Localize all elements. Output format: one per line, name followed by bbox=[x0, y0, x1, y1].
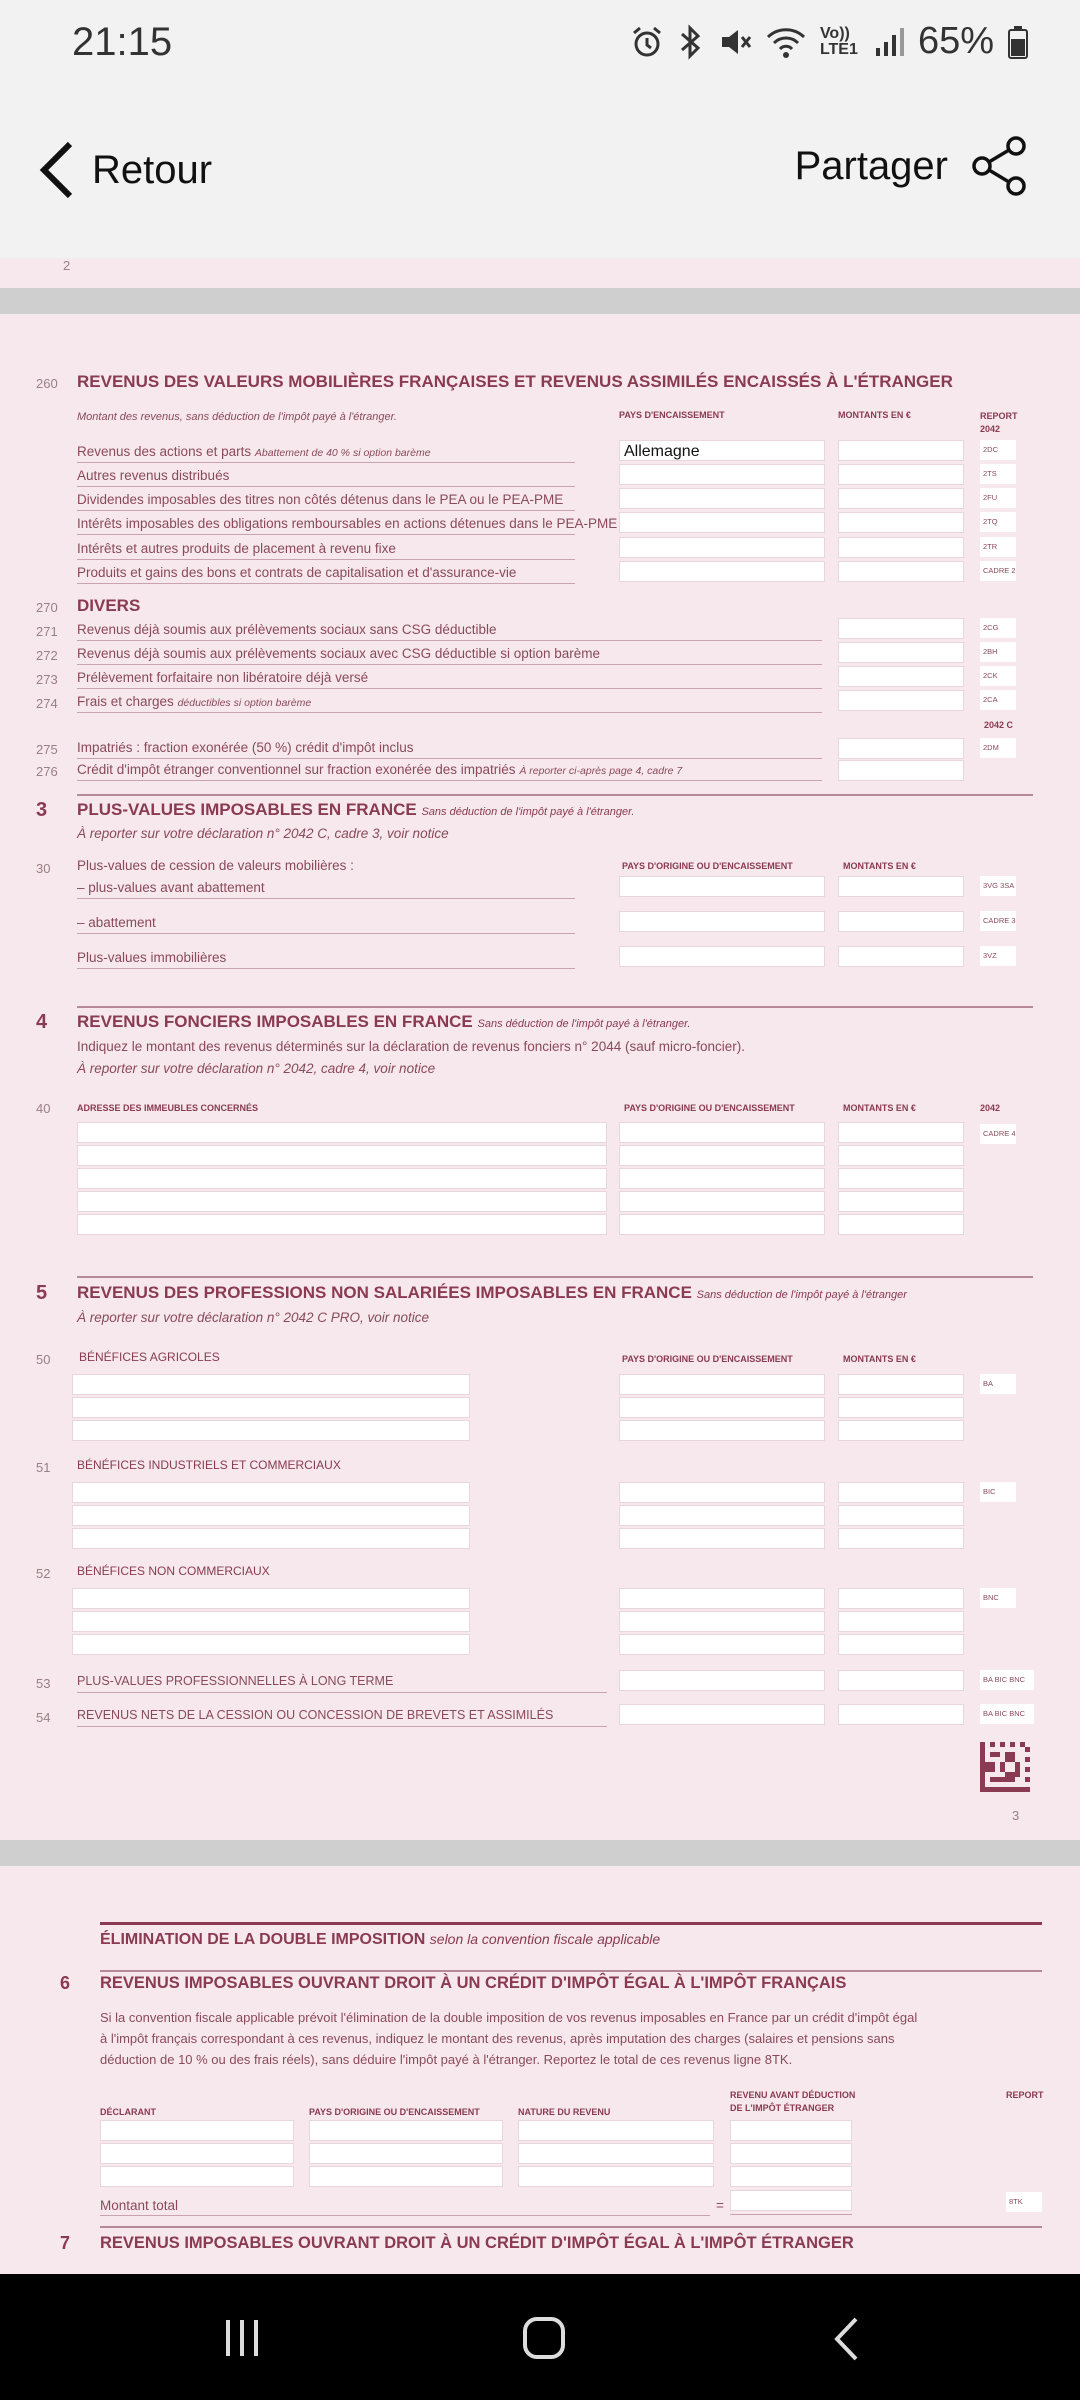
amount-field[interactable] bbox=[838, 911, 964, 932]
revenu-field[interactable] bbox=[730, 2120, 852, 2141]
address-field[interactable] bbox=[77, 1122, 607, 1143]
row-label: Intérêts et autres produits de placement à revenu fixe bbox=[77, 541, 396, 556]
pays-field[interactable] bbox=[619, 946, 825, 967]
amount-field[interactable] bbox=[838, 1145, 964, 1166]
row-label: Dividendes imposables des titres non côtés détenus dans le PEA ou le PEA-PME bbox=[77, 492, 564, 507]
address-field[interactable] bbox=[77, 1191, 607, 1212]
report-code: 8TK bbox=[1006, 2192, 1042, 2212]
amount-field[interactable] bbox=[838, 464, 964, 485]
report-code: 3VZ bbox=[980, 946, 1016, 966]
section-title: REVENUS DES VALEURS MOBILIÈRES FRANÇAISES ET REVENUS ASSIMILÉS ENCAISSÉS À L'ÉTRANGER bbox=[77, 372, 953, 391]
share-icon bbox=[970, 136, 1030, 196]
amount-field[interactable] bbox=[838, 1670, 964, 1691]
amount-field[interactable] bbox=[838, 876, 964, 897]
report-code: 2TS bbox=[980, 464, 1016, 484]
pays-field[interactable] bbox=[619, 1528, 825, 1549]
col-header-nature: NATURE DU REVENU bbox=[518, 2107, 611, 2117]
report-code: BA bbox=[980, 1374, 1016, 1394]
section-text: Si la convention fiscale applicable prévoit l'élimination de la double imposition de vos revenus imposables en France par un crédit d'impôt égal bbox=[100, 2010, 918, 2025]
total-label: Montant total bbox=[100, 2198, 179, 2213]
back-button[interactable] bbox=[36, 138, 212, 202]
row-label: Autres revenus distribués bbox=[77, 468, 230, 483]
report-code: 3VG 3SA bbox=[980, 876, 1016, 896]
pays-field[interactable] bbox=[619, 1670, 825, 1691]
amount-field[interactable] bbox=[838, 946, 964, 967]
row-label: Prélèvement forfaitaire non libératoire déjà versé bbox=[77, 670, 369, 685]
row-underline bbox=[77, 780, 822, 781]
status-icons bbox=[630, 20, 1028, 63]
amount-field[interactable] bbox=[838, 537, 964, 558]
row-number: 40 bbox=[36, 1101, 51, 1116]
row-number: 54 bbox=[36, 1710, 51, 1725]
description-field[interactable] bbox=[72, 1397, 470, 1418]
col-header-montants: MONTANTS EN € bbox=[843, 1354, 916, 1364]
pays-field[interactable] bbox=[619, 1634, 825, 1655]
section-number: 7 bbox=[60, 2233, 71, 2253]
row-label: Crédit d'impôt étranger conventionnel sur fraction exonérée des impatriés À reporter ci-après page 4, cadre 7 bbox=[77, 762, 683, 777]
banner-top-rule bbox=[100, 1922, 1042, 1925]
row-underline bbox=[77, 688, 822, 689]
col-header-montants: MONTANTS EN € bbox=[838, 410, 911, 420]
col-header-revenu: REVENU AVANT DÉDUCTION bbox=[730, 2090, 856, 2100]
section-title: REVENUS DES PROFESSIONS NON SALARIÉES IMPOSABLES EN FRANCE Sans déduction de l'impôt payé à l'étranger bbox=[77, 1283, 907, 1302]
pays-field[interactable] bbox=[619, 1374, 825, 1395]
amount-field[interactable] bbox=[838, 1397, 964, 1418]
row-underline bbox=[77, 664, 822, 665]
description-field[interactable] bbox=[72, 1588, 470, 1609]
col-header-montants: MONTANTS EN € bbox=[843, 861, 916, 871]
col-header-report: 2042 bbox=[980, 1103, 1001, 1113]
group-label: BÉNÉFICES AGRICOLES bbox=[79, 1350, 220, 1364]
report-code: CADRE 3 bbox=[980, 911, 1016, 931]
report-code: 2BH bbox=[980, 642, 1016, 662]
pays-field[interactable] bbox=[619, 876, 825, 897]
nature-field[interactable] bbox=[518, 2143, 714, 2164]
row-label: Revenus des actions et parts Abattement de 40 % si option barème bbox=[77, 444, 431, 459]
report-code: 2TQ bbox=[980, 512, 1016, 532]
equals-sign: = bbox=[716, 2198, 724, 2213]
document-viewer[interactable] bbox=[0, 258, 1080, 2274]
amount-field[interactable] bbox=[838, 1482, 964, 1503]
status-bar bbox=[0, 0, 1080, 88]
description-field[interactable] bbox=[72, 1505, 470, 1526]
row-underline bbox=[77, 583, 575, 584]
section-divider bbox=[77, 1276, 1033, 1278]
col-header-report: REPORT bbox=[1006, 2090, 1044, 2100]
report-code: BNC bbox=[980, 1588, 1016, 1608]
app-bar bbox=[0, 88, 1080, 258]
battery-percent: 65% bbox=[917, 20, 994, 62]
row-number: 273 bbox=[36, 672, 58, 687]
row-label: – abattement bbox=[77, 915, 156, 930]
datamatrix-code bbox=[980, 1742, 1030, 1792]
description-field[interactable] bbox=[72, 1374, 470, 1395]
row-label: Frais et charges déductibles si option barème bbox=[77, 694, 312, 709]
col-header-pays: PAYS D'ENCAISSEMENT bbox=[619, 410, 725, 420]
report-code: BIC bbox=[980, 1482, 1016, 1502]
row-number: 271 bbox=[36, 624, 58, 639]
wifi-icon bbox=[766, 25, 806, 59]
row-number: 30 bbox=[36, 861, 51, 876]
row-underline bbox=[77, 462, 575, 463]
status-time: 21:15 bbox=[72, 20, 173, 64]
section-text: déduction de 10 % ou des frais réels), sans déduire l'impôt payé à l'étranger. Reportez le total de ces revenus ligne 8TK. bbox=[100, 2052, 793, 2067]
pays-field[interactable] bbox=[309, 2166, 503, 2187]
pays-field[interactable] bbox=[619, 1588, 825, 1609]
row-label: Revenus déjà soumis aux prélèvements sociaux avec CSG déductible si option barème bbox=[77, 646, 601, 661]
pays-field[interactable] bbox=[619, 488, 825, 509]
report-code: CADRE 2 bbox=[980, 561, 1016, 581]
battery-icon bbox=[1008, 25, 1028, 59]
nature-field[interactable] bbox=[518, 2120, 714, 2141]
section-subtitle: À reporter sur votre déclaration n° 2042 C, cadre 3, voir notice bbox=[77, 826, 449, 841]
col-header-pays: PAYS D'ORIGINE OU D'ENCAISSEMENT bbox=[622, 861, 793, 871]
banner-bottom-rule bbox=[100, 1970, 1042, 1972]
section-divider bbox=[100, 2226, 1042, 2228]
row-underline bbox=[77, 898, 575, 899]
pays-field[interactable] bbox=[619, 537, 825, 558]
group-label: BÉNÉFICES INDUSTRIELS ET COMMERCIAUX bbox=[77, 1458, 341, 1472]
section-title: REVENUS IMPOSABLES OUVRANT DROIT À UN CRÉDIT D'IMPÔT ÉGAL À L'IMPÔT ÉTRANGER bbox=[100, 2234, 854, 2252]
description-field[interactable] bbox=[72, 1420, 470, 1441]
section-title: DIVERS bbox=[77, 596, 141, 615]
section-divider bbox=[77, 1006, 1033, 1008]
row-label: Revenus déjà soumis aux prélèvements sociaux sans CSG déductible bbox=[77, 622, 497, 637]
section-number: 6 bbox=[60, 1973, 71, 1993]
pays-field[interactable] bbox=[619, 1191, 825, 1212]
row-underline bbox=[77, 510, 575, 511]
pays-field[interactable] bbox=[619, 1505, 825, 1526]
amount-field[interactable] bbox=[838, 488, 964, 509]
row-number: 276 bbox=[36, 764, 58, 779]
declarant-field[interactable] bbox=[100, 2120, 294, 2141]
report-code: 2CG bbox=[980, 618, 1016, 638]
alarm-icon bbox=[630, 25, 664, 59]
report-code: 2CA bbox=[980, 690, 1016, 710]
row-underline bbox=[77, 1692, 607, 1693]
section-subtitle: Montant des revenus, sans déduction de l'impôt payé à l'étranger. bbox=[77, 411, 397, 423]
row-underline bbox=[77, 933, 575, 934]
row-underline bbox=[77, 559, 575, 560]
amount-field[interactable] bbox=[838, 1704, 964, 1725]
amount-field[interactable] bbox=[838, 1374, 964, 1395]
report-code: BA BIC BNC bbox=[980, 1670, 1034, 1690]
amount-field[interactable] bbox=[838, 618, 964, 639]
col-header-pays: PAYS D'ORIGINE OU D'ENCAISSEMENT bbox=[309, 2107, 480, 2117]
pays-field[interactable] bbox=[619, 1168, 825, 1189]
pays-field[interactable] bbox=[619, 1397, 825, 1418]
row-number: 275 bbox=[36, 742, 58, 757]
amount-field[interactable] bbox=[838, 690, 964, 711]
back-label: Retour bbox=[92, 147, 213, 192]
row-label: Intérêts imposables des obligations remboursables en actions détenues dans le PEA-PME bbox=[77, 516, 618, 531]
section-subtitle: À reporter sur votre déclaration n° 2042, cadre 4, voir notice bbox=[77, 1061, 436, 1076]
amount-field[interactable] bbox=[838, 440, 964, 461]
amount-field[interactable] bbox=[838, 1122, 964, 1143]
amount-field[interactable] bbox=[838, 561, 964, 582]
row-label: Plus-values immobilières bbox=[77, 950, 227, 965]
report-code: 2TR bbox=[980, 537, 1016, 557]
row-underline bbox=[77, 534, 575, 535]
report-code: BA BIC BNC bbox=[980, 1704, 1034, 1724]
address-field[interactable] bbox=[77, 1168, 607, 1189]
section-subtitle: À reporter sur votre déclaration n° 2042 C PRO, voir notice bbox=[77, 1310, 430, 1325]
col-header-declarant: DÉCLARANT bbox=[100, 2107, 156, 2117]
amount-field[interactable] bbox=[838, 1611, 964, 1632]
row-underline bbox=[77, 640, 822, 641]
amount-field[interactable] bbox=[838, 1588, 964, 1609]
section-text: Indiquez le montant des revenus déterminés sur la déclaration de revenus fonciers n° 2044 (sauf micro-foncier). bbox=[77, 1039, 745, 1054]
amount-field[interactable] bbox=[838, 1191, 964, 1212]
row-underline bbox=[77, 968, 575, 969]
row-underline bbox=[77, 486, 575, 487]
declarant-field[interactable] bbox=[100, 2143, 294, 2164]
mute-icon bbox=[718, 25, 752, 59]
col-header-revenu: DE L'IMPÔT ÉTRANGER bbox=[730, 2103, 835, 2113]
pays-field[interactable] bbox=[619, 1214, 825, 1235]
col-header-pays: PAYS D'ORIGINE OU D'ENCAISSEMENT bbox=[622, 1354, 793, 1364]
pays-field[interactable] bbox=[619, 561, 825, 582]
home-icon[interactable] bbox=[522, 2316, 566, 2360]
nature-field[interactable] bbox=[518, 2166, 714, 2187]
amount-field[interactable] bbox=[838, 1634, 964, 1655]
row-underline bbox=[77, 758, 822, 759]
page-number: 3 bbox=[1012, 1808, 1020, 1823]
description-field[interactable] bbox=[72, 1482, 470, 1503]
bluetooth-icon bbox=[678, 24, 704, 60]
section-text: à l'impôt français correspondant à ces revenus, indiquez le montant des revenus, après imputation des charges (salaires et pensions sans bbox=[100, 2031, 895, 2046]
back-nav-icon[interactable] bbox=[832, 2316, 862, 2362]
report-code: 2FU bbox=[980, 488, 1016, 508]
share-label: Partager bbox=[794, 143, 948, 188]
pays-field[interactable] bbox=[309, 2120, 503, 2141]
pays-field[interactable] bbox=[619, 1611, 825, 1632]
pays-field[interactable] bbox=[619, 911, 825, 932]
section-number: 5 bbox=[36, 1282, 48, 1304]
description-field[interactable] bbox=[72, 1611, 470, 1632]
amount-field[interactable] bbox=[838, 1168, 964, 1189]
row-number: 52 bbox=[36, 1566, 51, 1581]
section-number: 3 bbox=[36, 799, 48, 821]
amount-field[interactable] bbox=[838, 666, 964, 687]
row-label: Impatriés : fraction exonérée (50 %) crédit d'impôt inclus bbox=[77, 740, 414, 755]
row-number: 270 bbox=[36, 600, 58, 615]
pays-field[interactable] bbox=[619, 1122, 825, 1143]
revenu-field[interactable] bbox=[730, 2166, 852, 2187]
group-label: BÉNÉFICES NON COMMERCIAUX bbox=[77, 1564, 270, 1578]
report-code: 2CK bbox=[980, 666, 1016, 686]
share-button[interactable] bbox=[795, 136, 1030, 196]
address-field[interactable] bbox=[77, 1145, 607, 1166]
row-label: – plus-values avant abattement bbox=[77, 880, 265, 895]
section-title: REVENUS IMPOSABLES OUVRANT DROIT À UN CRÉDIT D'IMPÔT ÉGAL À L'IMPÔT FRANÇAIS bbox=[100, 1974, 847, 1992]
row-intro: Plus-values de cession de valeurs mobilières : bbox=[77, 858, 354, 873]
pays-field[interactable] bbox=[619, 1145, 825, 1166]
report-code: CADRE 4 bbox=[980, 1124, 1016, 1144]
row-label: PLUS-VALUES PROFESSIONNELLES À LONG TERME bbox=[77, 1674, 394, 1688]
row-underline bbox=[77, 1726, 607, 1727]
section-title: PLUS-VALUES IMPOSABLES EN FRANCE Sans déduction de l'impôt payé à l'étranger. bbox=[77, 800, 635, 819]
amount-field[interactable] bbox=[838, 1214, 964, 1235]
description-field[interactable] bbox=[72, 1528, 470, 1549]
pays-value: Allemagne bbox=[624, 443, 700, 460]
page-number: 2 bbox=[63, 258, 71, 273]
page-separator bbox=[0, 1840, 1080, 1866]
section-title: REVENUS FONCIERS IMPOSABLES EN FRANCE Sans déduction de l'impôt payé à l'étranger. bbox=[77, 1012, 691, 1031]
row-number: 272 bbox=[36, 648, 58, 663]
report-code: 2DM bbox=[980, 738, 1016, 758]
amount-field[interactable] bbox=[838, 512, 964, 533]
col-header-pays: PAYS D'ORIGINE OU D'ENCAISSEMENT bbox=[624, 1103, 795, 1113]
network-label: Vo)) LTE1 bbox=[819, 24, 858, 58]
col-header-montants: MONTANTS EN € bbox=[843, 1103, 916, 1113]
address-field[interactable] bbox=[77, 1214, 607, 1235]
section-number: 4 bbox=[36, 1011, 48, 1033]
report-code: 2DC bbox=[980, 440, 1016, 460]
pays-field[interactable] bbox=[619, 464, 825, 485]
amount-field[interactable] bbox=[838, 1528, 964, 1549]
amount-field[interactable] bbox=[838, 1420, 964, 1441]
row-number: 51 bbox=[36, 1460, 51, 1475]
pays-field[interactable] bbox=[619, 1420, 825, 1441]
row-number: 260 bbox=[36, 376, 58, 391]
recent-apps-icon[interactable] bbox=[222, 2318, 262, 2358]
amount-field[interactable] bbox=[838, 738, 964, 759]
section-divider bbox=[77, 794, 1033, 796]
pays-field[interactable] bbox=[309, 2143, 503, 2164]
revenu-field[interactable] bbox=[730, 2143, 852, 2164]
total-underline bbox=[100, 2215, 710, 2216]
col-header-report: REPORT 2042 bbox=[980, 411, 1018, 434]
page-separator bbox=[0, 288, 1080, 314]
row-number: 53 bbox=[36, 1676, 51, 1691]
chevron-left-icon bbox=[36, 138, 80, 202]
description-field[interactable] bbox=[72, 1634, 470, 1655]
amount-field[interactable] bbox=[838, 760, 964, 781]
row-label: REVENUS NETS DE LA CESSION OU CONCESSION DE BREVETS ET ASSIMILÉS bbox=[77, 1708, 554, 1722]
pays-field[interactable] bbox=[619, 440, 825, 461]
row-underline bbox=[77, 712, 822, 713]
pays-field[interactable] bbox=[619, 1482, 825, 1503]
row-number: 50 bbox=[36, 1352, 51, 1367]
total-underline bbox=[730, 2214, 852, 2215]
col-header-adresse: ADRESSE DES IMMEUBLES CONCERNÉS bbox=[77, 1103, 259, 1113]
pays-field[interactable] bbox=[619, 1704, 825, 1725]
row-label: Produits et gains des bons et contrats de capitalisation et d'assurance-vie bbox=[77, 565, 517, 580]
total-field[interactable] bbox=[730, 2190, 852, 2211]
declarant-field[interactable] bbox=[100, 2166, 294, 2187]
amount-field[interactable] bbox=[838, 1505, 964, 1526]
amount-field[interactable] bbox=[838, 642, 964, 663]
signal-icon bbox=[874, 26, 904, 58]
row-number: 274 bbox=[36, 696, 58, 711]
navigation-bar bbox=[0, 2274, 1080, 2400]
banner-title: ÉLIMINATION DE LA DOUBLE IMPOSITION selon la convention fiscale applicable bbox=[100, 1931, 661, 1948]
pays-field[interactable] bbox=[619, 512, 825, 533]
col-header-report-2042c: 2042 C bbox=[984, 720, 1014, 730]
